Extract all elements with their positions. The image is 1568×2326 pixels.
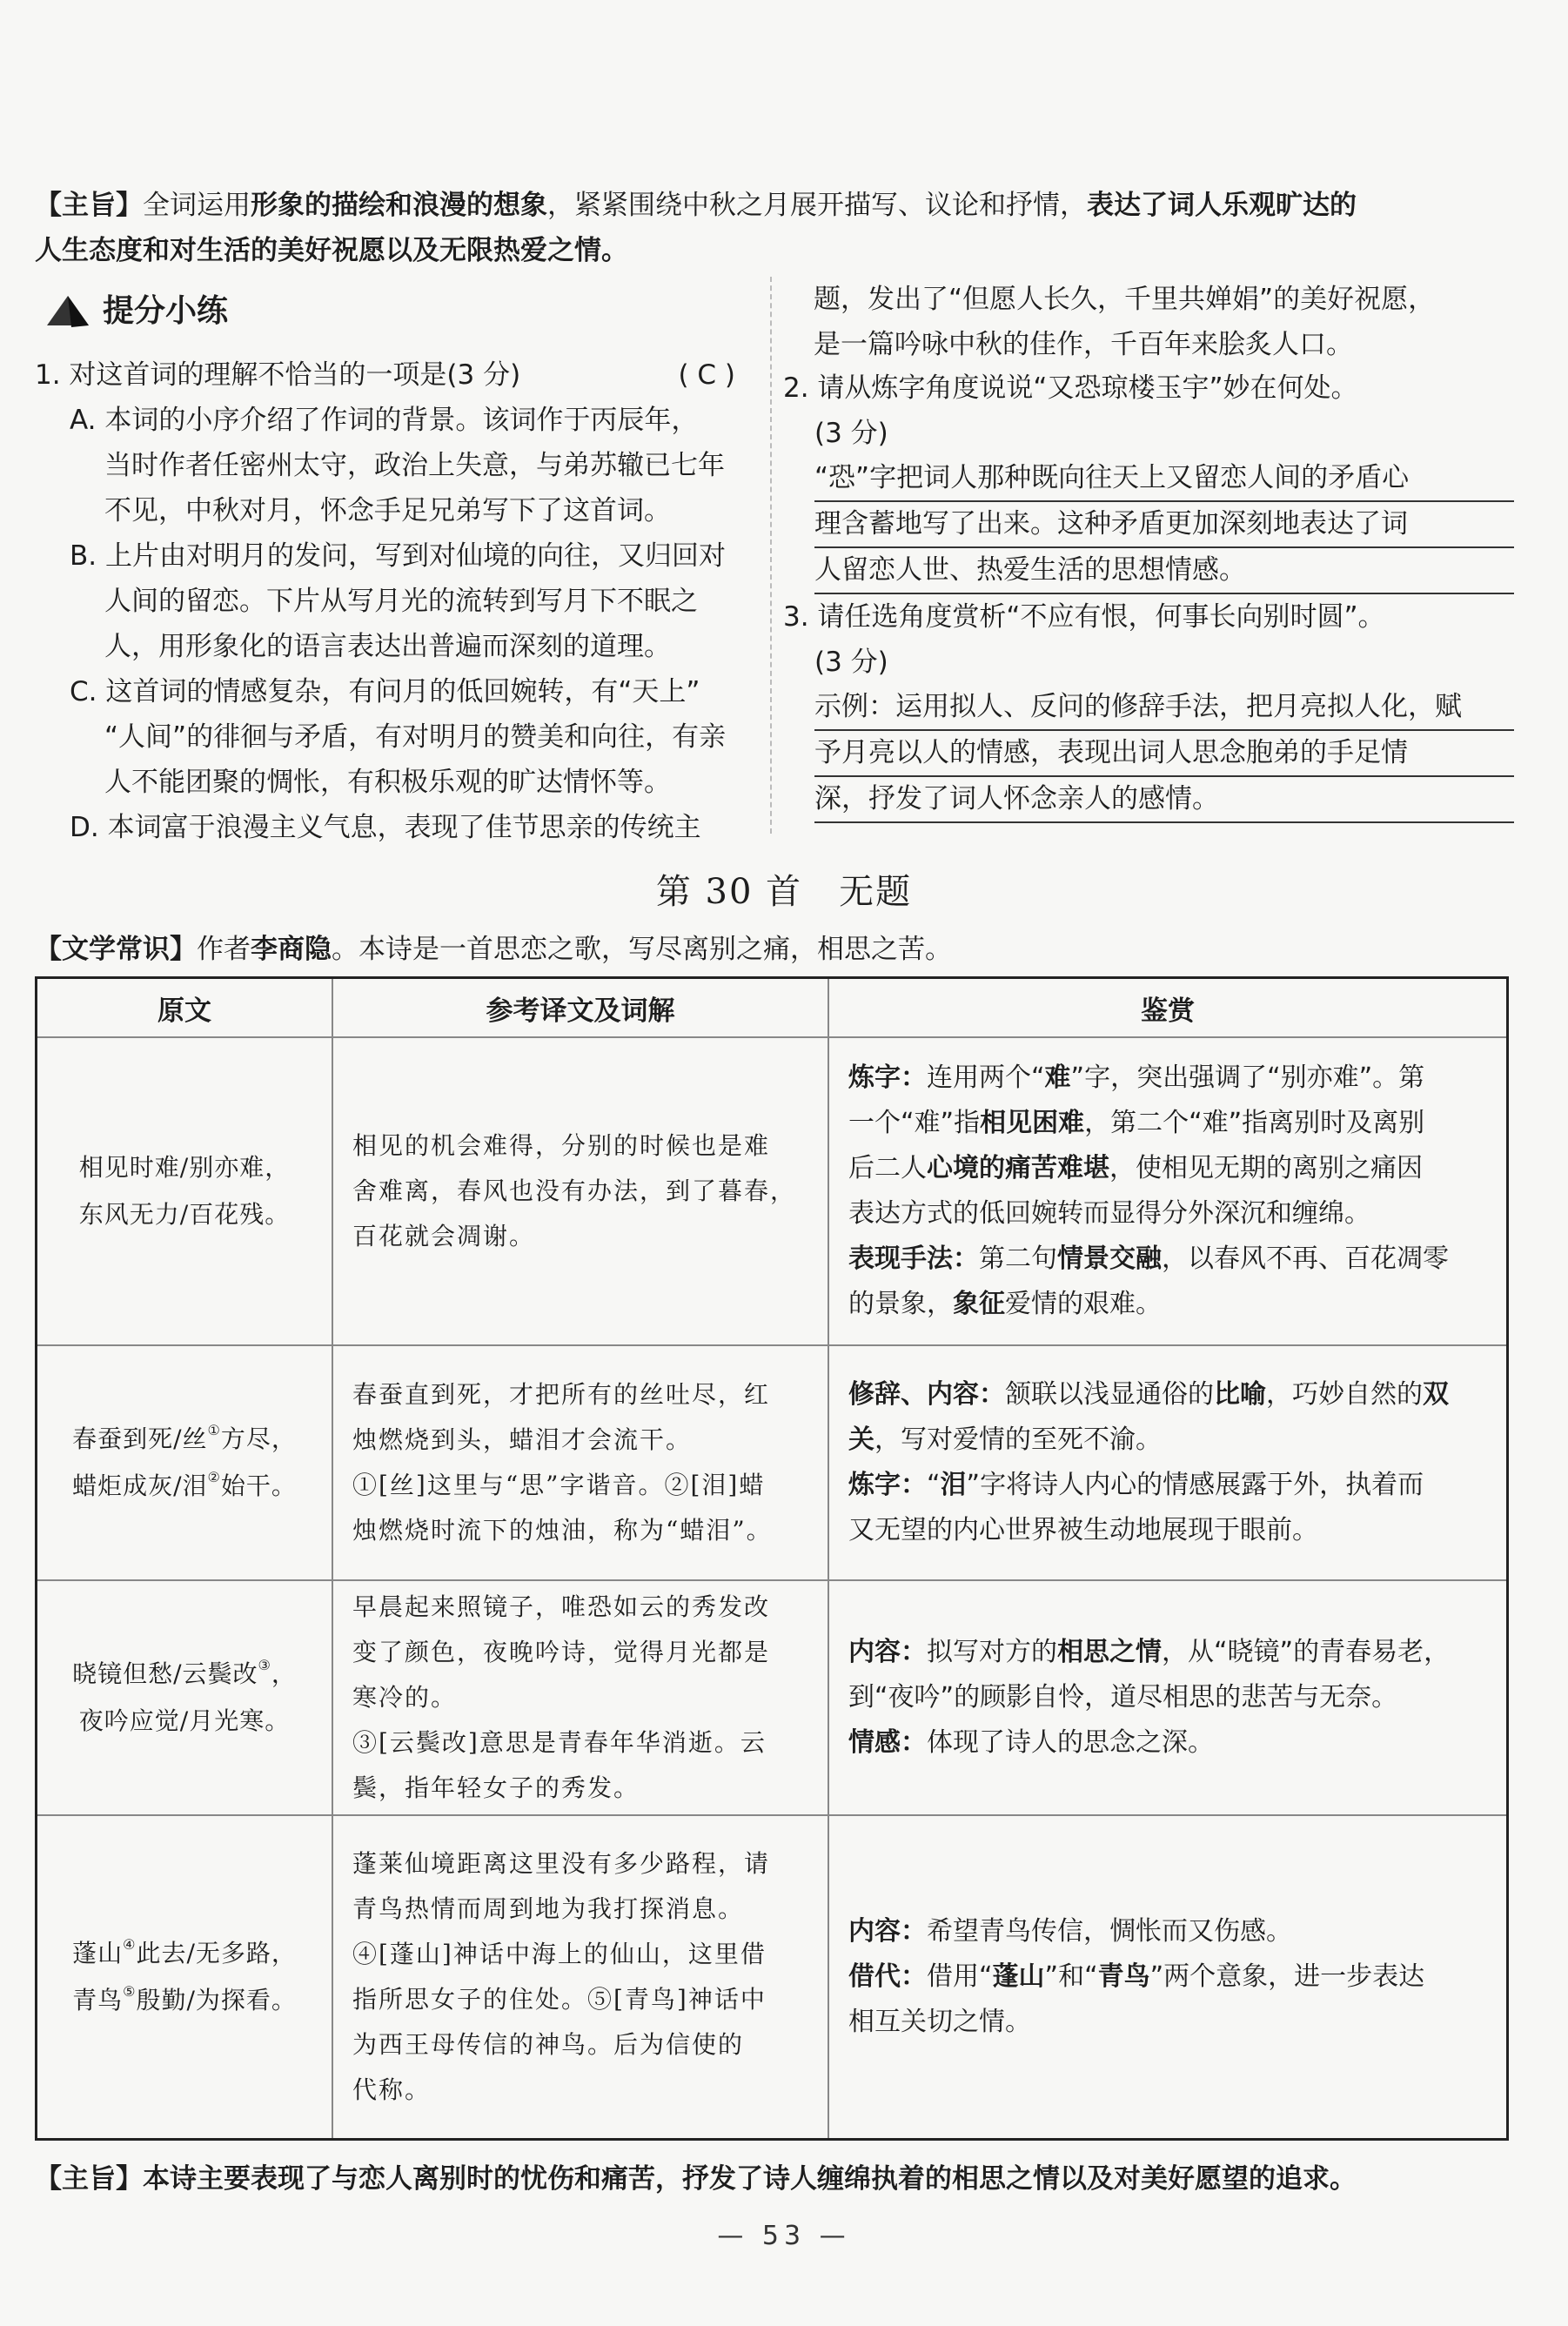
translation-cell — [333, 1038, 829, 1344]
appreciation-line: 表现手法：第二句情景交融，以春风不再、百花凋零 — [848, 1243, 1449, 1274]
bottom-summary: 【主旨】本诗主要表现了与恋人离别时的忧伤和痛苦，抒发了诗人缠绵执着的相思之情以及对美好愿望的追求。 — [35, 2163, 1357, 2195]
q2-answer-line: “恐”字把词人那种既向往天上又留恋人间的矛盾心 — [814, 456, 1514, 502]
translation-line: 早晨起来照镜子，唯恐如云的秀发改 — [352, 1592, 771, 1621]
q2-stem: 2. 请从炼字角度说说“又恐琼楼玉宇”妙在何处。 — [783, 372, 1358, 404]
appreciation-cell — [829, 1816, 1506, 2138]
original-cell — [37, 1816, 333, 2138]
translation-line: 舍难离，春风也没有办法，到了暮春， — [352, 1176, 797, 1205]
original-line: 青鸟⑤殷勤/为探看。 — [72, 1983, 297, 2014]
appreciation-line: 炼字：连用两个“难”字，突出强调了“别亦难”。第 — [848, 1062, 1425, 1093]
appreciation-line: 表达方式的低回婉转而显得分外深沉和缠绵。 — [848, 1198, 1370, 1229]
q1-option-a: A. 本词的小序介绍了作词的背景。该词作于丙辰年， — [70, 405, 699, 436]
q1-line: 人，用形象化的语言表达出普遍而深刻的道理。 — [104, 631, 671, 662]
table-row — [37, 1036, 1506, 1344]
translation-line: 百花就会凋谢。 — [352, 1222, 536, 1250]
pyramid-icon — [45, 294, 90, 329]
q1-line: 不见，中秋对月，怀念手足兄弟写下了这首词。 — [104, 495, 671, 526]
appreciation-line: 炼字：“泪”字将诗人内心的情感展露于外，执着而 — [848, 1470, 1424, 1500]
translation-line: ③[云鬓改]意思是青春年华消逝。云 — [352, 1728, 767, 1757]
header-appreciation: 鉴赏 — [1141, 995, 1195, 1027]
q1-line: “人间”的徘徊与矛盾，有对明月的赞美和向往，有亲 — [104, 721, 727, 753]
poem-title: 第 30 首 无题 — [655, 872, 913, 912]
q3-stem: 3. 请任选角度赏析“不应有恨，何事长向别时圆”。 — [783, 601, 1385, 633]
table-row — [37, 1344, 1506, 1579]
appreciation-line: 到“夜吟”的顾影自怜，道尽相思的悲苦与无奈。 — [848, 1682, 1398, 1713]
appreciation-line: 又无望的内心世界被生动地展现于眼前。 — [848, 1515, 1318, 1545]
appreciation-line: 内容：拟写对方的相思之情，从“晓镜”的青春易老， — [848, 1637, 1451, 1667]
translation-line: 相见的机会难得，分别的时候也是难 — [352, 1131, 771, 1160]
appreciation-line: 关，写对爱情的至死不渝。 — [848, 1424, 1162, 1455]
appreciation-line: 后二人心境的痛苦难堪，使相见无期的离别之痛因 — [848, 1153, 1423, 1183]
original-line: 春蚕到死/丝①方尽， — [72, 1422, 297, 1453]
appreciation-line: 情感：体现了诗人的思念之深。 — [848, 1727, 1214, 1758]
q2-answer-line: 理含蓄地写了出来。这种矛盾更加深刻地表达了词 — [814, 502, 1514, 548]
poem-table — [35, 976, 1509, 2141]
q1-continuation — [814, 277, 1510, 367]
translation-line: 烛燃烧时流下的烛油，称为“蜡泪”。 — [352, 1516, 773, 1545]
translation-line: 烛燃烧到头，蜡泪才会流干。 — [352, 1425, 693, 1454]
q1-option-c: C. 这首词的情感复杂，有问月的低回婉转，有“天上” — [70, 676, 700, 707]
table-row — [37, 1579, 1506, 1814]
appreciation-cell — [829, 1038, 1506, 1344]
appreciation-line: 一个“难”指相见困难，第二个“难”指离别时及离别 — [848, 1108, 1425, 1138]
table-row — [37, 1814, 1506, 2138]
translation-cell — [333, 1581, 829, 1814]
original-cell — [37, 1038, 333, 1344]
q2-score: (3 分) — [814, 418, 888, 449]
original-line: 东风无力/百花残。 — [78, 1200, 291, 1229]
header-translation: 参考译文及词解 — [333, 979, 829, 1036]
q1-cont-line: 是一篇吟咏中秋的佳作，千百年来脍炙人口。 — [814, 329, 1353, 360]
top-summary: 【主旨】全词运用形象的描绘和浪漫的想象，紧紧围绕中秋之月展开描写、议论和抒情，表达了词人乐观旷达的 人生态度和对生活的美好祝愿以及无限热爱之情。 — [35, 190, 1357, 266]
translation-line: ④[蓬山]神话中海上的仙山，这里借 — [352, 1940, 767, 1968]
original-cell — [37, 1346, 333, 1579]
q1-option-d: D. 本词富于浪漫主义气息，表现了佳节思亲的传统主 — [70, 812, 701, 843]
translation-line: ①[丝]这里与“思”字谐音。②[泪]蜡 — [352, 1471, 766, 1499]
translation-line: 变了颜色，夜晚吟诗，觉得月光都是 — [352, 1638, 771, 1666]
q1-line: 人不能团聚的惆怅，有积极乐观的旷达情怀等。 — [104, 767, 671, 798]
q3-answer-line: 示例：运用拟人、反问的修辞手法，把月亮拟人化，赋 — [814, 685, 1514, 731]
translation-cell — [333, 1816, 829, 2138]
translation-line: 青鸟热情而周到地为我打探消息。 — [352, 1894, 745, 1923]
appreciation-line: 修辞、内容：颔联以浅显通俗的比喻，巧妙自然的双 — [848, 1379, 1449, 1410]
q1-line: 人间的留恋。下片从写月光的流转到写月下不眠之 — [104, 586, 698, 617]
translation-line: 指所思女子的住处。⑤[青鸟]神话中 — [352, 1985, 767, 2014]
translation-line: 为西王母传信的神鸟。后为信使的 — [352, 2030, 745, 2059]
translation-line: 春蚕直到死，才把所有的丝吐尽，红 — [352, 1380, 771, 1409]
page-number: — 53 — — [717, 2221, 851, 2251]
original-cell — [37, 1581, 333, 1814]
header-original: 原文 — [37, 979, 333, 1036]
q3-score: (3 分) — [814, 647, 888, 678]
appreciation-line: 内容：希望青鸟传信，惆怅而又伤感。 — [848, 1916, 1292, 1947]
q1-line: 当时作者任密州太守，政治上失意，与弟苏辙已七年 — [104, 450, 725, 481]
translation-line: 鬓，指年轻女子的秀发。 — [352, 1773, 640, 1802]
q2-answer-line: 人留恋人世、热爱生活的思想情感。 — [814, 548, 1514, 594]
original-line: 相见时难/别亦难， — [78, 1153, 291, 1182]
translation-cell — [333, 1346, 829, 1579]
translation-line: 寒冷的。 — [352, 1683, 458, 1712]
translation-line: 代称。 — [352, 2075, 432, 2104]
original-line: 蜡炬成灰/泪②始干。 — [72, 1469, 297, 1500]
q3-answer-line: 深，抒发了词人怀念亲人的感情。 — [814, 777, 1514, 823]
translation-line: 蓬莱仙境距离这里没有多少路程，请 — [352, 1849, 771, 1878]
questions-2-3 — [783, 365, 1514, 823]
appreciation-line: 的景象，象征爱情的艰难。 — [848, 1289, 1162, 1319]
original-line: 蓬山④此去/无多路， — [72, 1936, 297, 1967]
q1-option-b: B. 上片由对明月的发问，写到对仙境的向往，又归回对 — [70, 540, 726, 572]
original-line: 夜吟应觉/月光寒。 — [78, 1706, 291, 1735]
table-header-row — [37, 979, 1506, 1036]
literary-knowledge: 【文学常识】作者李商隐。本诗是一首思恋之歌，写尽离别之痛，相思之苦。 — [35, 934, 952, 965]
appreciation-line: 相互关切之情。 — [848, 2007, 1031, 2037]
q1-cont-line: 题，发出了“但愿人长久，千里共婵娟”的美好祝愿， — [814, 284, 1436, 315]
appreciation-cell — [829, 1581, 1506, 1814]
appreciation-cell — [829, 1346, 1506, 1579]
column-divider — [770, 277, 772, 834]
section-header: 提分小练 — [45, 285, 228, 338]
q3-answer-line: 予月亮以人的情感，表现出词人思念胞弟的手足情 — [814, 731, 1514, 777]
question-1 — [35, 352, 753, 850]
original-line: 晓镜但愁/云鬓改③， — [72, 1657, 297, 1688]
appreciation-line: 借代：借用“蓬山”和“青鸟”两个意象，进一步表达 — [848, 1961, 1425, 1992]
q1-stem: 1. 对这首词的理解不恰当的一项是(3 分) ( C ) — [35, 359, 735, 391]
